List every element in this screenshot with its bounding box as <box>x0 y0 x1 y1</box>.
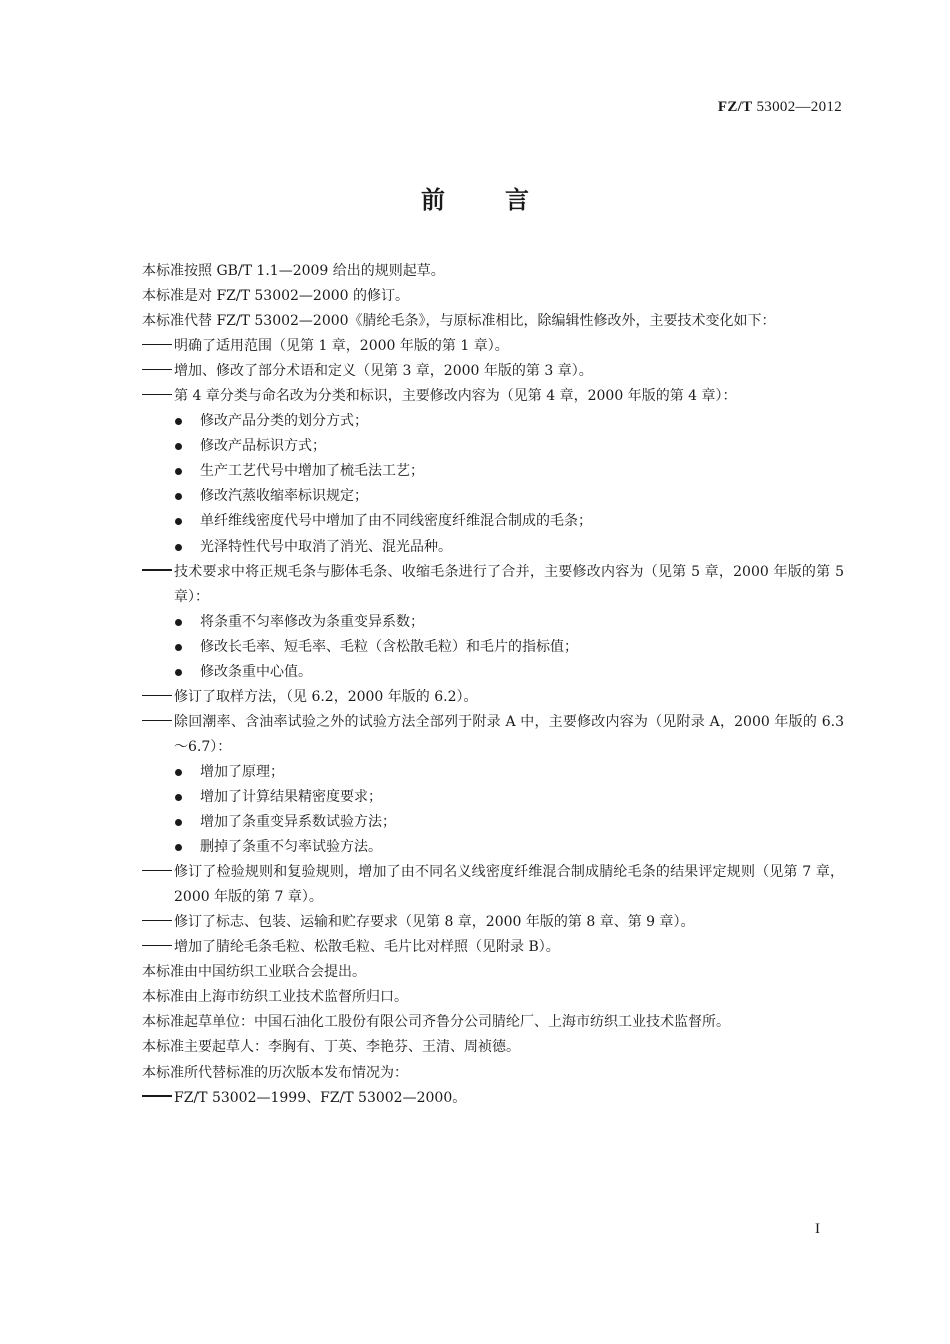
change-text: 修订了检验规则和复验规则，增加了由不同名义线密度纤维混合制成腈纶毛条的结果评定规则（见第 7 章，2000 年版的第 7 章）。 <box>174 864 844 906</box>
page-title <box>0 180 950 215</box>
bullet-item <box>142 535 844 560</box>
change-text: 修订了标志、包装、运输和贮存要求（见第 8 章，2000 年版的第 8 章、第 9 章）。 <box>174 914 695 931</box>
bullet-dot-icon <box>174 835 200 860</box>
dash-marker <box>142 560 174 585</box>
bullet-dot-icon <box>174 484 200 509</box>
document-number <box>718 99 842 116</box>
change-text: 技术要求中将正规毛条与膨体毛条、收缩毛条进行了合并，主要修改内容为（见第 5 章，2000 年版的第 5 章）： <box>174 563 844 605</box>
history-text: FZ/T 53002—1999、FZ/T 53002—2000。 <box>174 1089 467 1106</box>
bullet-text: 增加了计算结果精密度要求； <box>200 788 382 805</box>
change-text: 增加了腈纶毛条毛粒、松散毛粒、毛片比对样照（见附录 B）。 <box>174 939 560 956</box>
bullet-text: 修改汽蒸收缩率标识规定； <box>200 488 368 505</box>
change-item <box>142 685 844 710</box>
bullet-item <box>142 434 844 459</box>
bullet-dot-icon <box>174 785 200 810</box>
bullet-text: 修改产品标识方式； <box>200 438 326 455</box>
bullet-dot-icon <box>174 409 200 434</box>
paragraph-revision: 本标准是对 FZ/T 53002—2000 的修订。 <box>142 288 410 305</box>
bullet-item <box>142 409 844 434</box>
change-item <box>142 560 844 610</box>
bullet-dot-icon <box>174 635 200 660</box>
bullet-text: 光泽特性代号中取消了消光、混光品种。 <box>200 538 452 555</box>
bullet-item <box>142 484 844 509</box>
bullet-text: 删掉了条重不匀率试验方法。 <box>200 839 382 856</box>
bullet-text: 修改产品分类的划分方式； <box>200 413 368 430</box>
bullet-item <box>142 760 844 785</box>
bullet-text: 增加了原理； <box>200 763 284 780</box>
paragraph-proposer: 本标准由中国纺织工业联合会提出。 <box>142 964 366 981</box>
bullet-item <box>142 810 844 835</box>
dash-marker <box>142 384 174 409</box>
dash-marker <box>142 334 174 359</box>
dash-marker <box>142 1086 174 1111</box>
change-item <box>142 860 844 910</box>
bullet-dot-icon <box>174 810 200 835</box>
bullet-item <box>142 835 844 860</box>
change-text: 第 4 章分类与命名改为分类和标识，主要修改内容为（见第 4 章，2000 年版的第 4 章）： <box>174 388 737 405</box>
bullet-dot-icon <box>174 434 200 459</box>
bullet-text: 单纤维线密度代号中增加了由不同线密度纤维混合制成的毛条； <box>200 513 592 530</box>
bullet-text: 生产工艺代号中增加了梳毛法工艺； <box>200 463 424 480</box>
change-item <box>142 910 844 935</box>
bullet-dot-icon <box>174 509 200 534</box>
standard-prefix: FZ/T <box>717 99 753 115</box>
change-item <box>142 935 844 960</box>
bullet-dot-icon <box>174 660 200 685</box>
bullet-text: 修改长毛率、短毛率、毛粒（含松散毛粒）和毛片的指标值； <box>200 638 578 655</box>
dash-marker <box>142 860 174 885</box>
dash-marker <box>142 935 174 960</box>
dash-marker <box>142 910 174 935</box>
change-text: 除回潮率、含油率试验之外的试验方法全部列于附录 A 中，主要修改内容为（见附录 A，2000 年版的 6.3～6.7）： <box>174 713 844 755</box>
bullet-text: 修改条重中心值。 <box>200 663 312 680</box>
change-item <box>142 710 844 760</box>
change-text: 明确了适用范围（见第 1 章，2000 年版的第 1 章）。 <box>174 338 509 355</box>
bullet-dot-icon <box>174 760 200 785</box>
paragraph-centralized: 本标准由上海市纺织工业技术监督所归口。 <box>142 989 408 1006</box>
standard-number: 53002—2012 <box>756 99 842 115</box>
dash-marker <box>142 685 174 710</box>
foreword-body <box>142 259 844 1111</box>
bullet-item <box>142 785 844 810</box>
history-item <box>142 1086 844 1111</box>
change-text: 增加、修改了部分术语和定义（见第 3 章，2000 年版的第 3 章）。 <box>174 363 593 380</box>
paragraph-drafting-units: 本标准起草单位：中国石油化工股份有限公司齐鲁分公司腈纶厂、上海市纺织工业技术监督所。 <box>142 1014 730 1031</box>
dash-marker <box>142 710 174 735</box>
change-item <box>142 359 844 384</box>
page-number: I <box>815 1221 820 1237</box>
paragraph-history-intro: 本标准所代替标准的历次版本发布情况为： <box>142 1064 408 1081</box>
bullet-item <box>142 660 844 685</box>
dash-marker <box>142 359 174 384</box>
bullet-text: 增加了条重变异系数试验方法； <box>200 814 396 831</box>
change-item <box>142 334 844 359</box>
bullet-item <box>142 459 844 484</box>
change-item <box>142 384 844 409</box>
bullet-item <box>142 635 844 660</box>
paragraph-drafters: 本标准主要起草人：李胸有、丁英、李艳芬、王清、周祯德。 <box>142 1039 520 1056</box>
paragraph-replaces: 本标准代替 FZ/T 53002—2000《腈纶毛条》，与原标准相比，除编辑性修改外，主要技术变化如下： <box>142 313 776 330</box>
paragraph-drafting-rules: 本标准按照 GB/T 1.1—2009 给出的规则起草。 <box>142 263 445 279</box>
bullet-text: 将条重不匀率修改为条重变异系数； <box>200 613 424 630</box>
title-char-2: 言 <box>505 186 529 214</box>
bullet-item <box>142 610 844 635</box>
bullet-dot-icon <box>174 459 200 484</box>
bullet-dot-icon <box>174 610 200 635</box>
title-char-1: 前 <box>421 186 445 214</box>
change-text: 修订了取样方法，（见 6.2，2000 年版的 6.2）。 <box>174 688 478 705</box>
bullet-dot-icon <box>174 535 200 560</box>
bullet-item <box>142 509 844 534</box>
